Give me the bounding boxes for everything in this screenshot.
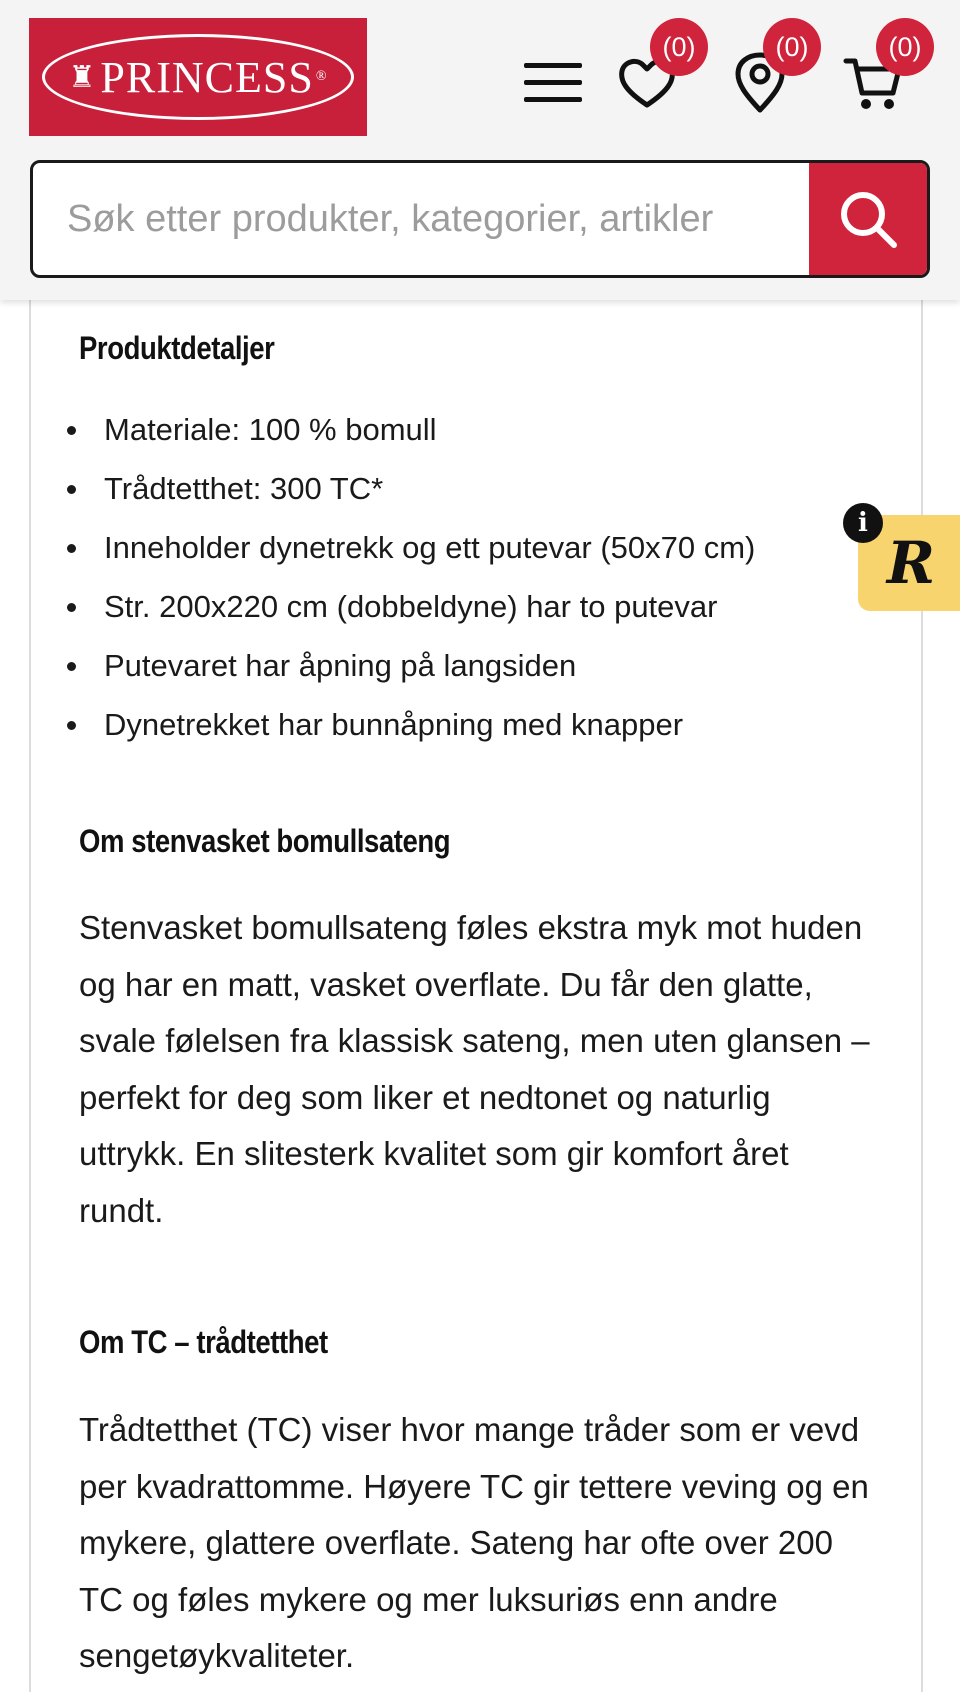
stores-count-badge: (0) — [763, 18, 821, 76]
logo-oval — [42, 34, 354, 120]
list-item: Materiale: 100 % bomull — [31, 400, 911, 459]
hamburger-menu-icon — [522, 60, 584, 106]
search-bar — [30, 160, 930, 278]
tc-heading: Om TC – trådtetthet — [79, 1324, 328, 1360]
search-input[interactable] — [33, 163, 813, 275]
satin-paragraph: Stenvasket bomullsateng føles ekstra myk mot huden og har en matt, vasket overflate. Du får den glatte, svale følelsen fra klassisk sateng, men uten glansen – perfekt for deg som liker et nedtonet og naturlig uttrykk. En slitesterk kvalitet som gir komfort året rundt. — [79, 909, 870, 1229]
wishlist-button[interactable] — [612, 31, 696, 118]
tc-paragraph: Trådtetthet (TC) viser hvor mange tråder som er vevd per kvadrattomme. Høyere TC gir tettere veving og en mykere, glattere overflate. Sateng har ofte over 200 TC og føles mykere og mer luksuriøs enn andre sengetøykvaliteter. — [79, 1411, 869, 1674]
crown-icon: ♜ — [68, 60, 97, 94]
satin-heading: Om stenvasket bomullsateng — [79, 823, 451, 859]
cart-button[interactable] — [838, 31, 922, 118]
search-icon — [836, 187, 900, 251]
cart-count-badge: (0) — [876, 18, 934, 76]
site-header — [0, 0, 960, 300]
reviews-logo-letter: R — [886, 529, 936, 597]
menu-button[interactable] — [518, 48, 588, 118]
registered-mark-icon: ® — [315, 69, 328, 84]
princess-logo[interactable] — [29, 18, 367, 136]
logo-text: PRINCESS — [100, 52, 314, 102]
info-icon[interactable]: i — [843, 503, 883, 543]
product-description — [29, 300, 923, 1692]
list-item: Dynetrekket har bunnåpning med knapper — [31, 695, 911, 754]
list-item: Inneholder dynetrekk og ett putevar (50x70 cm) — [31, 518, 911, 577]
list-item: Putevaret har åpning på langsiden — [31, 636, 911, 695]
stores-button[interactable] — [725, 31, 809, 118]
details-heading: Produktdetaljer — [79, 330, 275, 366]
details-list — [31, 400, 911, 754]
list-item: Trådtetthet: 300 TC* — [31, 459, 911, 518]
wishlist-count-badge: (0) — [650, 18, 708, 76]
search-button[interactable] — [809, 163, 927, 275]
list-item: Str. 200x220 cm (dobbeldyne) har to putevar — [31, 577, 911, 636]
